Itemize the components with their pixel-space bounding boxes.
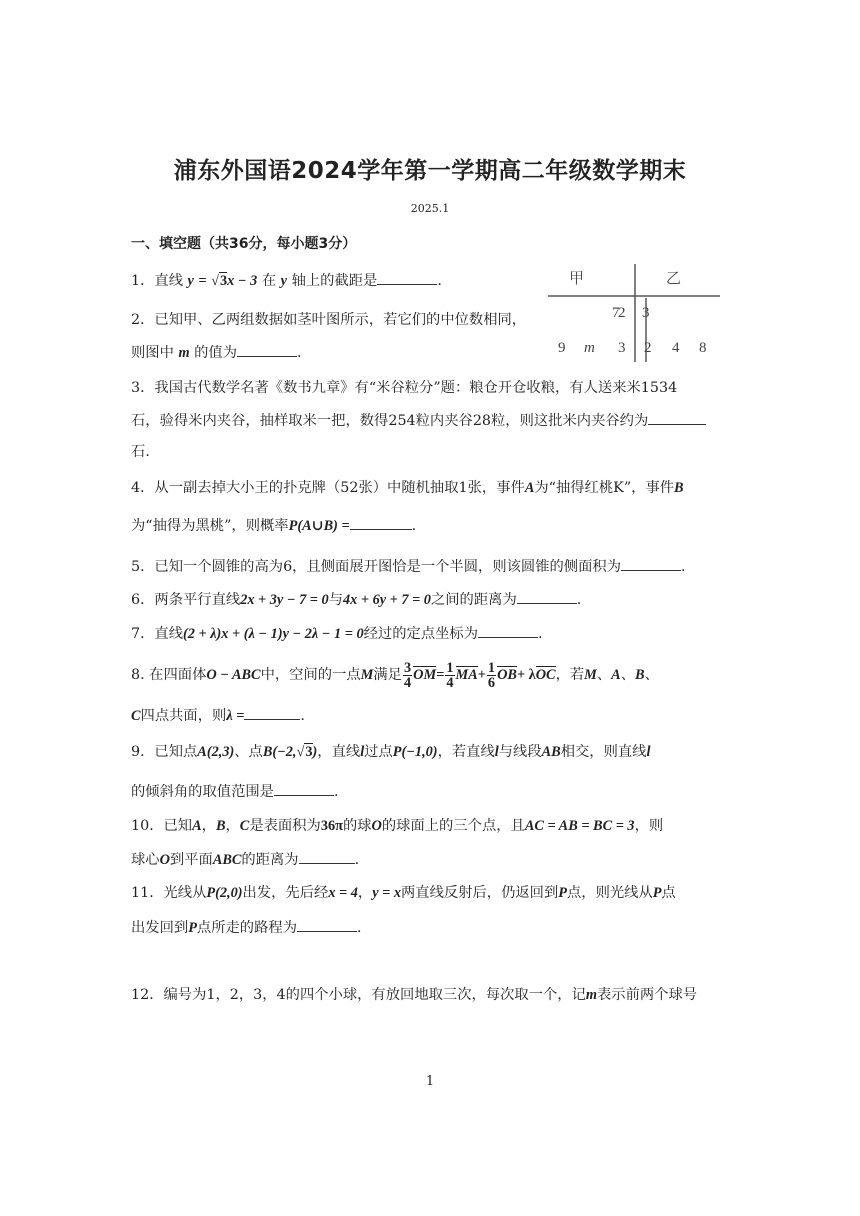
q8-math: M <box>360 667 374 683</box>
question-9-line1 <box>131 742 650 762</box>
q10-text: 到平面 <box>169 852 213 868</box>
q11-text: 点 <box>661 885 676 901</box>
stem-leaf-plot <box>548 258 720 364</box>
question-3-line3: 石. <box>131 444 150 460</box>
question-2-line1: 2．已知甲、乙两组数据如茎叶图所示，若它们的中位数相同， <box>131 312 527 328</box>
q1-sqrt: √3 <box>211 273 228 289</box>
q6-text: 与 <box>328 592 343 608</box>
q10-math: O <box>371 818 382 834</box>
q6-text: . <box>576 592 582 608</box>
q10-math: A <box>192 818 202 834</box>
q4-text: 为“抽得为黑桃”，则概率 <box>131 518 289 534</box>
q5-text: 5．已知一个圆锥的高为6，且侧面展开图恰是一个半圆，则该圆锥的侧面积为 <box>131 559 621 575</box>
q9-text: . <box>333 784 339 800</box>
q10-text: 是表面积为 <box>249 818 321 834</box>
q1-math: x − 3 <box>227 273 258 289</box>
q9-text: 与线段 <box>498 744 542 760</box>
q8-fraction <box>487 661 496 690</box>
q7-math: (2 + λ)x + (λ − 1)y − 2λ − 1 = 0 <box>183 626 364 642</box>
q10-text: 的距离为 <box>241 852 299 868</box>
q8-math: M <box>584 667 597 683</box>
q5-text: . <box>681 559 686 575</box>
q11-text: 11．光线从 <box>131 885 207 901</box>
q8-fraction <box>445 661 454 690</box>
q8-text: 中，空间的一点 <box>260 667 361 683</box>
q12-text: 表示前两个球号 <box>597 987 698 1003</box>
q3-text: 石，验得米内夹谷，抽样取米一把，数得254粒内夹谷28粒，则这批米内夹谷约为 <box>131 413 649 429</box>
q8-math: A <box>611 667 621 683</box>
q9-math: ) <box>312 744 318 760</box>
q1-text: 轴上的截距是 <box>291 273 378 289</box>
q9-math: B(−2, <box>262 744 297 760</box>
q8-vector: MA <box>455 667 478 683</box>
q9-text: 、点 <box>234 744 263 760</box>
q9-text: ，直线 <box>317 744 361 760</box>
stem-header-left: 甲 <box>569 269 585 287</box>
q11-text: 出发，先后经 <box>242 885 329 901</box>
q9-text: 过点 <box>364 744 393 760</box>
q4-answer-blank[interactable] <box>350 515 412 530</box>
page-number: 1 <box>425 1074 435 1089</box>
q11-text: 点，则光线从 <box>567 885 653 901</box>
q8-vector: OC <box>535 667 556 683</box>
q9-text: 的倾斜角的取值范围是 <box>131 784 274 800</box>
question-11-line2 <box>131 917 362 938</box>
q4-math: A <box>524 480 535 496</box>
q2-math: m <box>178 345 190 361</box>
q10-math: AC = AB = BC = 3 <box>524 818 635 834</box>
leaf-right: 3 <box>642 305 650 321</box>
leaf-right: 4 <box>672 340 680 356</box>
q8-text: 8. 在四面体 <box>131 667 207 683</box>
q6-answer-blank[interactable] <box>517 589 577 604</box>
q7-text: . <box>538 626 543 642</box>
q9-math: P(−1,0) <box>392 744 438 760</box>
q10-text: 的球 <box>342 818 372 834</box>
q11-text: 两直线反射后，仍返回到 <box>401 885 559 901</box>
question-4-line2 <box>131 515 416 536</box>
q1-text: . <box>437 273 442 289</box>
q2-text: . <box>297 345 302 361</box>
q10-math: C <box>239 818 250 834</box>
question-8-line1 <box>131 657 659 693</box>
q9-sqrt: √3 <box>296 744 313 760</box>
q10-answer-blank[interactable] <box>299 849 355 864</box>
q10-text: ，则 <box>634 818 664 834</box>
leaf-left: m <box>584 340 595 356</box>
question-1 <box>131 270 442 291</box>
q8-text: 、 <box>596 667 612 683</box>
q9-text: ，若直线 <box>437 744 495 760</box>
q8-math: C <box>131 708 141 724</box>
q9-math: l <box>494 744 499 760</box>
q2-text: 则图中 <box>131 345 174 361</box>
question-10-line1 <box>131 816 663 836</box>
q9-math: A(2,3) <box>197 744 235 760</box>
q12-text: 12．编号为1，2，3，4的四个小球，有放回地取三次，每次取一个，记 <box>131 987 586 1003</box>
q10-math: 36π <box>320 818 343 834</box>
q9-answer-blank[interactable] <box>274 781 334 796</box>
q11-answer-blank[interactable] <box>297 917 357 932</box>
q4-math: B <box>674 480 684 496</box>
q10-text: . <box>354 852 360 868</box>
q11-text: 点所走的路程为 <box>196 920 297 936</box>
q8-math: λ = <box>226 708 245 724</box>
q8-math: O − ABC <box>206 667 261 683</box>
q10-text: 的球面上的三个点，且 <box>381 818 525 834</box>
q6-math: 2x + 3y − 7 = 0 <box>240 592 329 608</box>
q4-text: . <box>411 518 417 534</box>
q4-math: P(A∪B) = <box>288 518 350 534</box>
q8-text: 、 <box>620 667 636 683</box>
q6-text: 6．两条平行直线 <box>131 592 241 608</box>
q8-vector: OB <box>497 667 517 683</box>
question-9-line2 <box>131 781 339 802</box>
q8-math: + <box>477 667 486 683</box>
q7-answer-blank[interactable] <box>478 623 538 638</box>
q3-answer-blank[interactable] <box>648 410 706 425</box>
leaf-right: 2 <box>644 340 652 356</box>
q7-text: 7．直线 <box>131 626 183 642</box>
question-2-line2 <box>131 342 302 363</box>
question-10-line2 <box>131 849 359 870</box>
q10-math: O <box>159 852 170 868</box>
q8-frac-num: 1 <box>487 659 496 676</box>
q12-math: m <box>585 987 598 1003</box>
q1-math: y <box>187 273 194 289</box>
q2-answer-blank[interactable] <box>237 342 297 357</box>
q8-math: = <box>436 667 445 683</box>
q1-text: 在 <box>261 273 277 289</box>
q9-math: l <box>360 744 365 760</box>
leaf-left: 7 <box>612 305 620 321</box>
q8-text: 满足 <box>373 667 402 683</box>
q8-fraction <box>403 661 412 690</box>
q8-vector: OM <box>413 667 437 683</box>
q8-text: 四点共面，则 <box>140 708 227 724</box>
question-7 <box>131 623 543 644</box>
question-8-line2 <box>131 705 305 726</box>
q8-frac-den: 4 <box>446 674 454 691</box>
question-11-line1 <box>131 883 676 903</box>
q8-frac-den: 6 <box>487 674 496 691</box>
q10-text: ， <box>201 818 216 834</box>
q11-math: x = 4 <box>328 885 358 901</box>
question-12 <box>131 985 697 1005</box>
q8-frac-den: 4 <box>403 674 412 691</box>
q9-text: 相交，则直线 <box>560 744 647 760</box>
q11-math: P <box>558 885 567 901</box>
q9-text: 9．已知点 <box>131 744 198 760</box>
q4-text: 4．从一副去掉大小王的扑克牌（52张）中随机抽取1张，事件 <box>131 480 525 496</box>
q9-math: l <box>646 744 651 760</box>
stem-header-right: 乙 <box>666 269 682 287</box>
q2-text: 的值为 <box>194 345 237 361</box>
q8-math: + λ <box>516 667 536 683</box>
q8-math: B <box>635 667 645 683</box>
q1-math: = <box>198 273 207 289</box>
q11-text: 出发回到 <box>131 920 189 936</box>
q9-sqrt-value: 3 <box>305 744 313 760</box>
q1-math: y <box>280 273 288 289</box>
question-3-line2 <box>131 410 706 431</box>
q11-math: y = x <box>372 885 401 901</box>
q8-text: . <box>300 708 305 724</box>
leaf-right: 8 <box>699 340 707 356</box>
q6-math: 4x + 6y + 7 = 0 <box>342 592 431 608</box>
q11-text: ， <box>357 885 373 901</box>
stem-value: 2 <box>618 305 626 321</box>
q10-text: ， <box>225 818 240 834</box>
q10-text: 球心 <box>131 852 160 868</box>
q7-text: 经过的定点坐标为 <box>363 626 479 642</box>
q1-text: 1．直线 <box>131 273 183 289</box>
q11-math: P(2,0) <box>206 885 243 901</box>
q8-frac-num: 1 <box>446 659 454 676</box>
page-title: 浦东外国语2024学年第一学期高二年级数学期末 <box>173 158 687 184</box>
q8-frac-num: 3 <box>403 659 412 676</box>
q10-math: B <box>215 818 226 834</box>
question-4-line1 <box>131 478 684 498</box>
q5-answer-blank[interactable] <box>621 556 681 571</box>
q4-text: 为“抽得红桃K”，事件 <box>534 480 675 496</box>
q1-answer-blank[interactable] <box>377 270 437 285</box>
section-heading: 一、填空题（共36分，每小题3分） <box>131 236 357 252</box>
q11-math: P <box>188 920 197 936</box>
q11-math: P <box>652 885 662 901</box>
q8-text: ，若 <box>555 667 585 683</box>
q11-text: . <box>357 920 362 936</box>
question-6 <box>131 589 581 610</box>
question-5 <box>131 556 686 577</box>
q10-math: ABC <box>212 852 242 868</box>
q6-text: 之间的距离为 <box>430 592 517 608</box>
stem-value: 3 <box>618 340 626 356</box>
q10-text: 10．已知 <box>131 818 193 834</box>
leaf-left: 9 <box>558 340 566 356</box>
q8-answer-blank[interactable] <box>244 705 300 720</box>
q8-text: 、 <box>644 667 659 683</box>
q1-sqrt-value: 3 <box>220 273 228 289</box>
question-3-line1: 3．我国古代数学名著《数书九章》有“米谷粒分”题：粮仓开仓收粮，有人送来米1534 <box>131 380 678 396</box>
exam-date: 2025.1 <box>410 202 450 215</box>
q9-math: AB <box>541 744 561 760</box>
